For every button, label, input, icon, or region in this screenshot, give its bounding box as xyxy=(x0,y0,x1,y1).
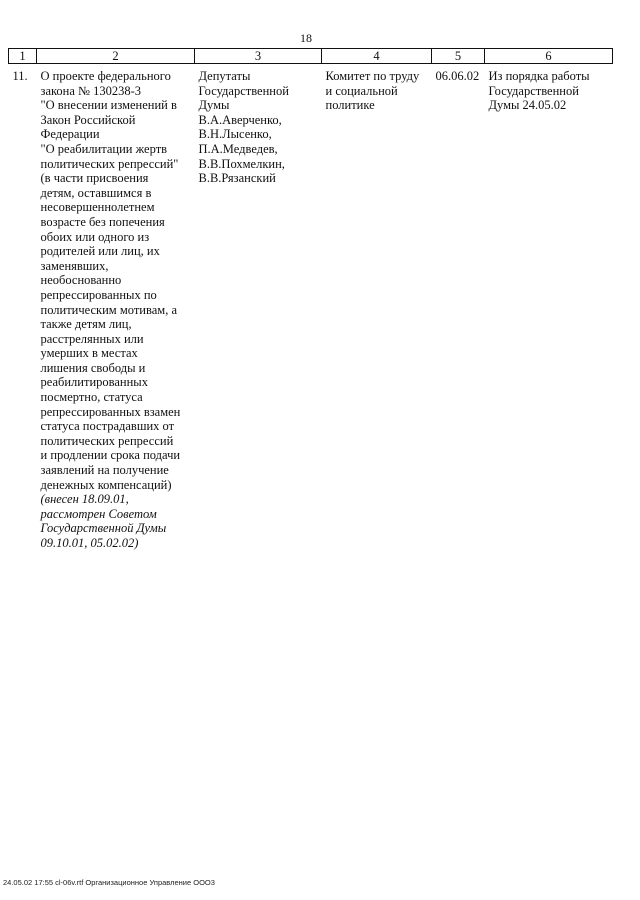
column-header-1: 1 xyxy=(9,49,37,64)
date-cell: 06.06.02 xyxy=(435,69,480,83)
authors-line: Депутаты xyxy=(198,69,251,83)
authors-line: Государственной xyxy=(198,83,289,98)
header-row xyxy=(9,49,613,64)
bill-title-line: (в части присвоения xyxy=(40,171,149,186)
bill-title-line: заявлений на получение xyxy=(40,463,169,478)
bill-title-line: Федерации xyxy=(40,127,100,142)
status-cell xyxy=(485,64,613,551)
committee-line: политике xyxy=(325,98,375,113)
bill-title-line: умерших в местах xyxy=(40,346,138,361)
bill-title-line: денежных компенсаций) xyxy=(40,477,172,492)
committee-line: и социальной xyxy=(325,83,398,98)
bill-note xyxy=(41,492,195,550)
table-row xyxy=(9,64,613,551)
bill-title-line: "О реабилитации жертв xyxy=(40,141,168,156)
bill-title-line: закона № 130238-3 xyxy=(40,83,142,98)
authors-line: В.В.Рязанский xyxy=(198,171,276,186)
bill-title-line: обоих или одного из xyxy=(40,229,150,244)
bill-title xyxy=(41,69,195,492)
bill-title-cell xyxy=(37,64,195,551)
bill-note-line: 09.10.01, 05.02.02) xyxy=(40,536,139,550)
bill-title-line: несовершеннолетнем xyxy=(40,200,155,215)
authors-line: В.А.Аверченко, xyxy=(198,112,282,127)
bill-title-line: реабилитированных xyxy=(40,375,148,390)
bill-title-line: репрессированных взамен xyxy=(40,404,181,419)
authors-cell xyxy=(195,64,322,551)
agenda-table xyxy=(8,48,613,551)
status-line: Государственной xyxy=(488,83,579,98)
column-header-4: 4 xyxy=(322,49,432,64)
bill-title-line: заменявших, xyxy=(40,258,109,273)
bill-title-line: политическим мотивам, а xyxy=(40,302,177,317)
bill-title-line: репрессированных по xyxy=(40,287,157,302)
bill-title-line: и продлении срока подачи xyxy=(40,448,181,463)
bill-title-line: "О внесении изменений в xyxy=(40,98,177,113)
status-line: Думы 24.05.02 xyxy=(488,98,567,113)
committee-line: Комитет по труду xyxy=(325,69,420,83)
bill-title-line: расстрелянных или xyxy=(40,331,144,346)
bill-title-line: необоснованно xyxy=(40,273,122,288)
bill-note-line: (внесен 18.09.01, xyxy=(40,492,129,507)
bill-title-line: детям, оставшимся в xyxy=(40,185,152,200)
bill-status xyxy=(489,69,613,113)
authors-line: П.А.Медведев, xyxy=(198,141,278,156)
bill-title-line: Закон Российской xyxy=(40,112,136,127)
bill-title-line: лишения свободы и xyxy=(40,360,146,375)
bill-title-line: также детям лиц, xyxy=(40,317,132,332)
column-header-6: 6 xyxy=(485,49,613,64)
bill-note-line: рассмотрен Советом xyxy=(40,506,157,521)
bill-title-line: статуса пострадавших от xyxy=(40,419,175,434)
authors-line: В.В.Похмелкин, xyxy=(198,156,285,171)
bill-title-line: политических репрессий xyxy=(40,433,174,448)
bill-note-line: Государственной Думы xyxy=(40,521,167,536)
committee-cell xyxy=(322,64,432,551)
bill-authors xyxy=(199,69,322,186)
authors-line: В.Н.Лысенко, xyxy=(198,127,272,142)
row-number: 11. xyxy=(12,69,28,83)
authors-line: Думы xyxy=(198,98,230,113)
column-header-3: 3 xyxy=(195,49,322,64)
page-number: 18 xyxy=(300,31,312,45)
column-header-5: 5 xyxy=(432,49,485,64)
responsible-committee xyxy=(326,69,432,113)
column-header-2: 2 xyxy=(37,49,195,64)
bill-title-line: родителей или лиц, их xyxy=(40,244,160,259)
bill-title-line: возрасте без попечения xyxy=(40,214,165,229)
status-line: Из порядка работы xyxy=(488,69,590,83)
bill-title-line: политических репрессий" xyxy=(40,156,179,171)
document-footer: 24.05.02 17:55 cl-06v.rtf Организационное Управление ООО3 xyxy=(3,878,215,887)
bill-title-line: О проекте федерального xyxy=(40,69,171,83)
bill-title-line: посмертно, статуса xyxy=(40,390,143,405)
